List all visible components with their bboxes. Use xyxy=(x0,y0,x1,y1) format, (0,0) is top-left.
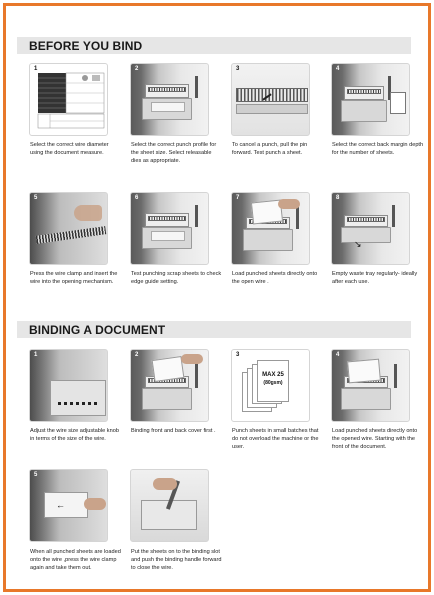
paper-sheets xyxy=(347,359,381,384)
section-title: BINDING A DOCUMENT xyxy=(29,323,166,337)
step-caption-before-7: Load punched sheets directly onto the open wire . xyxy=(232,271,318,286)
hand-illustration xyxy=(74,205,102,221)
margin-knob-detail xyxy=(390,92,406,114)
paper-weight-label: (80gsm) xyxy=(263,380,283,386)
step-caption-before-2: Select the correct punch profile for the sheet size. Select releasable dies as appropriate. xyxy=(131,142,217,165)
step-caption-before-1: Select the correct wire diameter using the document measure. xyxy=(30,142,109,157)
step-number: 4 xyxy=(336,352,340,358)
arrow-down-icon: ↘ xyxy=(354,239,362,249)
step-card-before-8 xyxy=(331,192,410,265)
step-number: 3 xyxy=(236,352,240,358)
section-header-binding-a-document xyxy=(17,321,411,338)
step-caption-before-8: Empty waste tray regularly- ideally after each use. xyxy=(332,271,418,286)
punch-pins-illustration xyxy=(236,88,308,102)
wire-size-table-illustration xyxy=(30,64,108,136)
step-number: 6 xyxy=(135,195,139,201)
bound-sheets xyxy=(44,492,88,518)
machine-edge xyxy=(236,104,308,114)
step-card-before-1 xyxy=(29,63,108,136)
step-card-before-6 xyxy=(130,192,209,265)
step-number: 1 xyxy=(34,66,38,72)
section-header-before-you-bind xyxy=(17,37,411,54)
step-number: 5 xyxy=(34,195,38,201)
cover-sheet xyxy=(152,356,185,382)
step-number: 1 xyxy=(34,352,38,358)
hand-illustration xyxy=(153,478,177,490)
step-caption-binding-6: Put the sheets on to the binding slot and push the binding handle forward to close the wire. xyxy=(131,549,222,572)
step-number: 5 xyxy=(34,472,38,478)
step-caption-before-5: Press the wire clamp and insert the wire into the opening mechanism. xyxy=(30,271,118,286)
step-caption-binding-5: When all punched sheets are loaded onto the wire ,press the wire clamp again and take them out. xyxy=(30,549,121,572)
step-card-before-7 xyxy=(231,192,310,265)
step-number: 2 xyxy=(135,352,139,358)
step-card-before-4 xyxy=(331,63,410,136)
hand-illustration xyxy=(278,199,300,209)
step-caption-binding-3: Punch sheets in small batches that do not overload the machine or the user. xyxy=(232,428,319,451)
hand-illustration xyxy=(84,498,106,510)
step-card-binding-2 xyxy=(130,349,209,422)
step-caption-binding-1: Adjust the wire size adjustable knob in terms of the size of the wire. xyxy=(30,428,119,443)
step-card-binding-3 xyxy=(231,349,310,422)
step-card-binding-6 xyxy=(130,469,209,542)
stack-sheet xyxy=(257,360,289,402)
step-caption-before-6: Test punching scrap sheets to check edge guide setting. xyxy=(131,271,222,286)
arrow-left-icon: ← xyxy=(56,500,65,510)
step-number: 3 xyxy=(236,66,240,72)
wire-illustration xyxy=(36,226,106,244)
hand-illustration xyxy=(181,354,203,364)
step-card-binding-1 xyxy=(29,349,108,422)
step-card-before-3 xyxy=(231,63,310,136)
step-number: 4 xyxy=(336,66,340,72)
size-knob-scale xyxy=(58,402,98,405)
step-caption-binding-4: Load punched sheets directly onto the opened wire. Starting with the front of the document. xyxy=(332,428,418,451)
step-caption-binding-2: Binding front and back cover first . xyxy=(131,428,216,434)
machine-panel xyxy=(50,380,106,416)
step-number: 2 xyxy=(135,66,139,72)
step-card-binding-4 xyxy=(331,349,410,422)
step-caption-before-4: Select the correct back margin depth for the number of sheets. xyxy=(332,142,424,157)
step-card-binding-5 xyxy=(29,469,108,542)
step-caption-before-3: To cancel a punch, pull the pin forward. Test punch a sheet. xyxy=(232,142,308,157)
step-card-before-2 xyxy=(130,63,209,136)
step-card-before-5 xyxy=(29,192,108,265)
step-number: 7 xyxy=(236,195,240,201)
max-sheets-label: MAX 25 xyxy=(262,372,284,378)
step-number: 8 xyxy=(336,195,340,201)
section-title: BEFORE YOU BIND xyxy=(29,39,143,53)
